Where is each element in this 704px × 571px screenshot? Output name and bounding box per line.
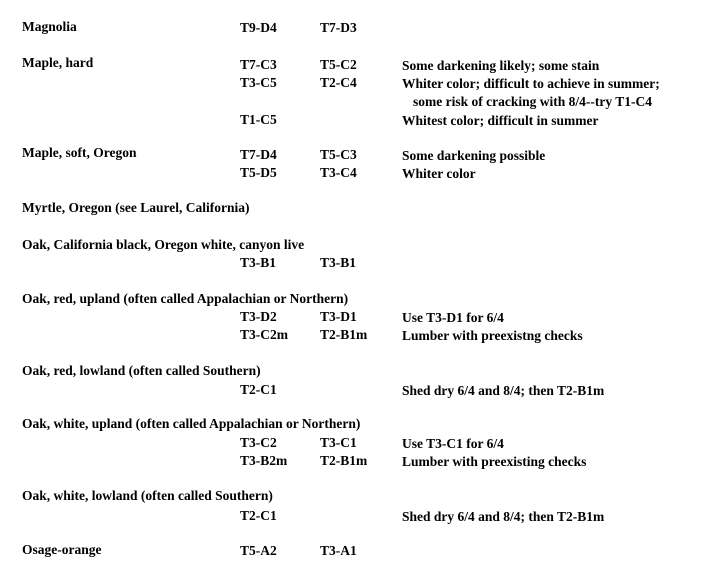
schedule-alternate: T3-C1 xyxy=(320,435,357,450)
schedule-primary: T2-C1 xyxy=(240,382,277,397)
species-name: Oak, red, upland (often called Appalachian or Northern) xyxy=(22,291,349,306)
schedule-note: Shed dry 6/4 and 8/4; then T2-B1m xyxy=(402,509,605,524)
species-name: Osage-orange xyxy=(22,542,102,557)
schedule-alternate: T2-C4 xyxy=(320,75,357,90)
species-name: Oak, red, lowland (often called Southern) xyxy=(22,363,261,378)
schedule-note: Lumber with preexisting checks xyxy=(402,454,587,469)
schedule-primary: T3-B2m xyxy=(240,453,288,468)
schedule-note: Lumber with preexistng checks xyxy=(402,328,583,343)
schedule-alternate: T3-A1 xyxy=(320,543,357,558)
species-name: Oak, California black, Oregon white, canyon live xyxy=(22,237,305,252)
species-name: Magnolia xyxy=(22,19,77,34)
schedule-note: Use T3-C1 for 6/4 xyxy=(402,436,504,451)
schedule-alternate: T3-B1 xyxy=(320,255,357,270)
species-name: Maple, soft, Oregon xyxy=(22,145,137,160)
schedule-primary: T5-A2 xyxy=(240,543,277,558)
schedule-note: Use T3-D1 for 6/4 xyxy=(402,310,504,325)
schedule-primary: T3-C2 xyxy=(240,435,277,450)
schedule-primary: T3-C2m xyxy=(240,327,288,342)
schedule-primary: T7-D4 xyxy=(240,147,277,162)
schedule-alternate: T5-C2 xyxy=(320,57,357,72)
schedule-primary: T1-C5 xyxy=(240,112,277,127)
schedule-primary: T3-C5 xyxy=(240,75,277,90)
schedule-note: Whiter color xyxy=(402,166,476,181)
schedule-primary: T9-D4 xyxy=(240,20,277,35)
schedule-note: Whiter color; difficult to achieve in summer; xyxy=(402,76,660,91)
schedule-note: Some darkening possible xyxy=(402,148,546,163)
schedule-alternate: T3-C4 xyxy=(320,165,357,180)
species-name: Oak, white, lowland (often called Southern) xyxy=(22,488,273,503)
schedule-primary: T2-C1 xyxy=(240,508,277,523)
schedule-alternate: T7-D3 xyxy=(320,20,357,35)
schedule-primary: T5-D5 xyxy=(240,165,277,180)
species-name: Myrtle, Oregon (see Laurel, California) xyxy=(22,200,250,215)
species-name: Maple, hard xyxy=(22,55,94,70)
schedule-note: Some darkening likely; some stain xyxy=(402,58,600,73)
schedule-primary: T3-D2 xyxy=(240,309,277,324)
schedule-primary: T3-B1 xyxy=(240,255,277,270)
schedule-alternate: T3-D1 xyxy=(320,309,357,324)
schedule-alternate: T5-C3 xyxy=(320,147,357,162)
schedule-primary: T7-C3 xyxy=(240,57,277,72)
species-name: Oak, white, upland (often called Appalachian or Northern) xyxy=(22,416,361,431)
schedule-note: Shed dry 6/4 and 8/4; then T2-B1m xyxy=(402,383,605,398)
schedule-note: Whitest color; difficult in summer xyxy=(402,113,599,128)
schedule-alternate: T2-B1m xyxy=(320,327,368,342)
schedule-alternate: T2-B1m xyxy=(320,453,368,468)
schedule-note-continued: some risk of cracking with 8/4--try T1-C4 xyxy=(413,94,652,109)
